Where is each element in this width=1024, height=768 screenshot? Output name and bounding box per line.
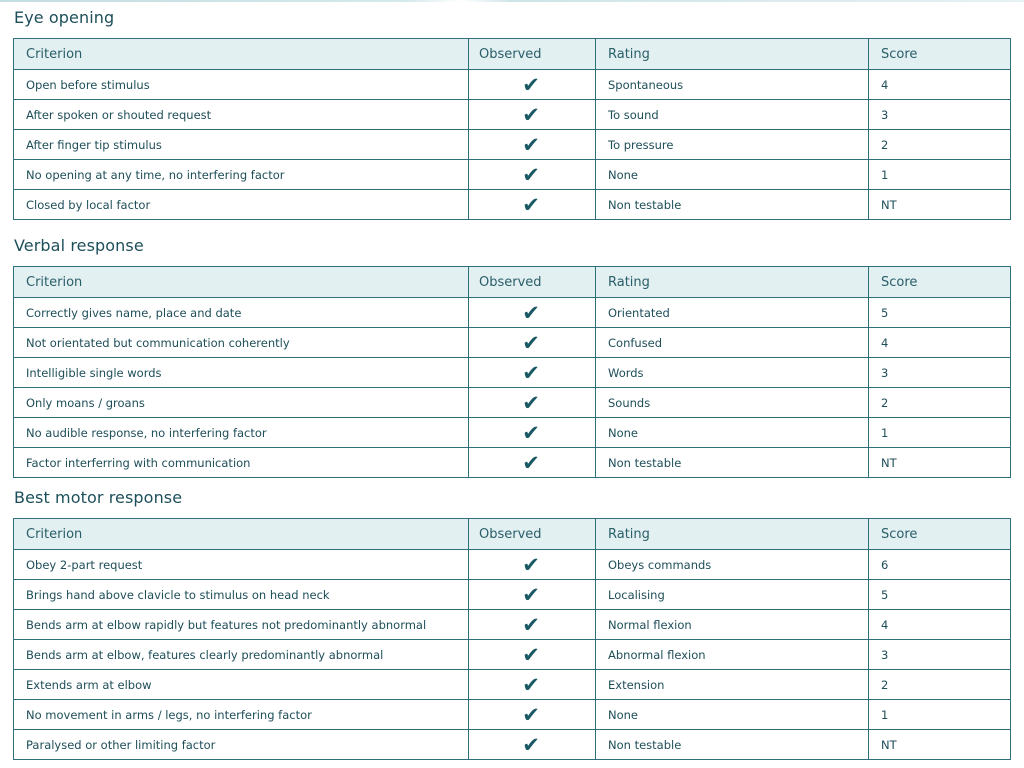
- check-icon: ✔: [522, 73, 540, 97]
- table-row: [14, 448, 1011, 478]
- table-row: [14, 700, 1011, 730]
- score-cell: 5: [869, 298, 1011, 328]
- verbal-response-table: [13, 266, 1011, 478]
- rating-header: Rating: [596, 519, 869, 550]
- rating-cell: Sounds: [596, 388, 869, 418]
- score-cell: 3: [869, 100, 1011, 130]
- check-icon: ✔: [522, 643, 540, 667]
- best-motor-response-title: Best motor response: [14, 488, 183, 507]
- observed-cell: [469, 610, 596, 640]
- rating-header: Rating: [596, 39, 869, 70]
- table-row: [14, 550, 1011, 580]
- rating-cell: Spontaneous: [596, 70, 869, 100]
- score-cell: 2: [869, 130, 1011, 160]
- eye-opening-title: Eye opening: [14, 8, 115, 27]
- observed-cell: [469, 298, 596, 328]
- rating-cell: Confused: [596, 328, 869, 358]
- table-row: [14, 670, 1011, 700]
- score-cell: 1: [869, 700, 1011, 730]
- observed-cell: [469, 730, 596, 760]
- score-cell: 5: [869, 580, 1011, 610]
- criterion-cell: Brings hand above clavicle to stimulus on head neck: [14, 580, 469, 610]
- criterion-cell: After finger tip stimulus: [14, 130, 469, 160]
- score-cell: 2: [869, 670, 1011, 700]
- criterion-cell: No movement in arms / legs, no interfering factor: [14, 700, 469, 730]
- criterion-cell: After spoken or shouted request: [14, 100, 469, 130]
- score-cell: 3: [869, 640, 1011, 670]
- criterion-cell: No opening at any time, no interfering factor: [14, 160, 469, 190]
- check-icon: ✔: [522, 391, 540, 415]
- score-cell: 6: [869, 550, 1011, 580]
- observed-cell: [469, 328, 596, 358]
- rating-cell: To sound: [596, 100, 869, 130]
- check-icon: ✔: [522, 613, 540, 637]
- rating-cell: Extension: [596, 670, 869, 700]
- rating-header: Rating: [596, 267, 869, 298]
- check-icon: ✔: [522, 421, 540, 445]
- table-row: [14, 640, 1011, 670]
- observed-cell: [469, 700, 596, 730]
- check-icon: ✔: [522, 733, 540, 757]
- observed-cell: [469, 358, 596, 388]
- table-header-row: [14, 519, 1011, 550]
- table-row: [14, 328, 1011, 358]
- score-cell: 4: [869, 70, 1011, 100]
- observed-cell: [469, 190, 596, 220]
- rating-cell: Orientated: [596, 298, 869, 328]
- table-row: [14, 388, 1011, 418]
- check-icon: ✔: [522, 703, 540, 727]
- observed-cell: [469, 640, 596, 670]
- criterion-cell: Not orientated but communication coherently: [14, 328, 469, 358]
- check-icon: ✔: [522, 301, 540, 325]
- table-row: [14, 298, 1011, 328]
- score-header: Score: [869, 39, 1011, 70]
- table-row: [14, 358, 1011, 388]
- observed-cell: [469, 418, 596, 448]
- criterion-cell: Intelligible single words: [14, 358, 469, 388]
- table-row: [14, 580, 1011, 610]
- table-row: [14, 100, 1011, 130]
- observed-cell: [469, 388, 596, 418]
- rating-cell: Non testable: [596, 190, 869, 220]
- check-icon: ✔: [522, 451, 540, 475]
- rating-cell: Non testable: [596, 730, 869, 760]
- score-cell: 1: [869, 160, 1011, 190]
- check-icon: ✔: [522, 103, 540, 127]
- table-row: [14, 610, 1011, 640]
- rating-cell: Words: [596, 358, 869, 388]
- criterion-cell: Bends arm at elbow, features clearly predominantly abnormal: [14, 640, 469, 670]
- score-header: Score: [869, 267, 1011, 298]
- check-icon: ✔: [522, 133, 540, 157]
- rating-cell: None: [596, 160, 869, 190]
- rating-cell: None: [596, 700, 869, 730]
- observed-header: Observed: [469, 39, 596, 70]
- check-icon: ✔: [522, 553, 540, 577]
- check-icon: ✔: [522, 673, 540, 697]
- rating-cell: Normal flexion: [596, 610, 869, 640]
- criterion-cell: Extends arm at elbow: [14, 670, 469, 700]
- criterion-cell: Obey 2-part request: [14, 550, 469, 580]
- observed-cell: [469, 448, 596, 478]
- check-icon: ✔: [522, 361, 540, 385]
- score-cell: 4: [869, 328, 1011, 358]
- score-cell: 1: [869, 418, 1011, 448]
- score-cell: NT: [869, 190, 1011, 220]
- rating-cell: Obeys commands: [596, 550, 869, 580]
- rating-cell: To pressure: [596, 130, 869, 160]
- score-cell: 2: [869, 388, 1011, 418]
- criterion-cell: Only moans / groans: [14, 388, 469, 418]
- table-row: [14, 730, 1011, 760]
- score-cell: 4: [869, 610, 1011, 640]
- rating-cell: Abnormal flexion: [596, 640, 869, 670]
- rating-cell: Non testable: [596, 448, 869, 478]
- criterion-header: Criterion: [14, 39, 469, 70]
- score-cell: NT: [869, 448, 1011, 478]
- criterion-cell: Open before stimulus: [14, 70, 469, 100]
- observed-cell: [469, 130, 596, 160]
- criterion-cell: Factor interferring with communication: [14, 448, 469, 478]
- observed-cell: [469, 100, 596, 130]
- check-icon: ✔: [522, 583, 540, 607]
- table-row: [14, 190, 1011, 220]
- observed-cell: [469, 670, 596, 700]
- observed-cell: [469, 580, 596, 610]
- criterion-cell: Correctly gives name, place and date: [14, 298, 469, 328]
- check-icon: ✔: [522, 163, 540, 187]
- criterion-header: Criterion: [14, 519, 469, 550]
- check-icon: ✔: [522, 193, 540, 217]
- criterion-cell: Closed by local factor: [14, 190, 469, 220]
- score-cell: 3: [869, 358, 1011, 388]
- table-row: [14, 160, 1011, 190]
- observed-header: Observed: [469, 519, 596, 550]
- observed-cell: [469, 70, 596, 100]
- verbal-response-title: Verbal response: [14, 236, 144, 255]
- observed-header: Observed: [469, 267, 596, 298]
- rating-cell: Localising: [596, 580, 869, 610]
- observed-cell: [469, 160, 596, 190]
- observed-cell: [469, 550, 596, 580]
- table-row: [14, 130, 1011, 160]
- criterion-cell: Paralysed or other limiting factor: [14, 730, 469, 760]
- check-icon: ✔: [522, 331, 540, 355]
- table-row: [14, 418, 1011, 448]
- criterion-header: Criterion: [14, 267, 469, 298]
- best-motor-response-table: [13, 518, 1011, 760]
- table-header-row: [14, 267, 1011, 298]
- criterion-cell: No audible response, no interfering factor: [14, 418, 469, 448]
- table-header-row: [14, 39, 1011, 70]
- score-cell: NT: [869, 730, 1011, 760]
- score-header: Score: [869, 519, 1011, 550]
- rating-cell: None: [596, 418, 869, 448]
- criterion-cell: Bends arm at elbow rapidly but features not predominantly abnormal: [14, 610, 469, 640]
- table-row: [14, 70, 1011, 100]
- eye-opening-table: [13, 38, 1011, 220]
